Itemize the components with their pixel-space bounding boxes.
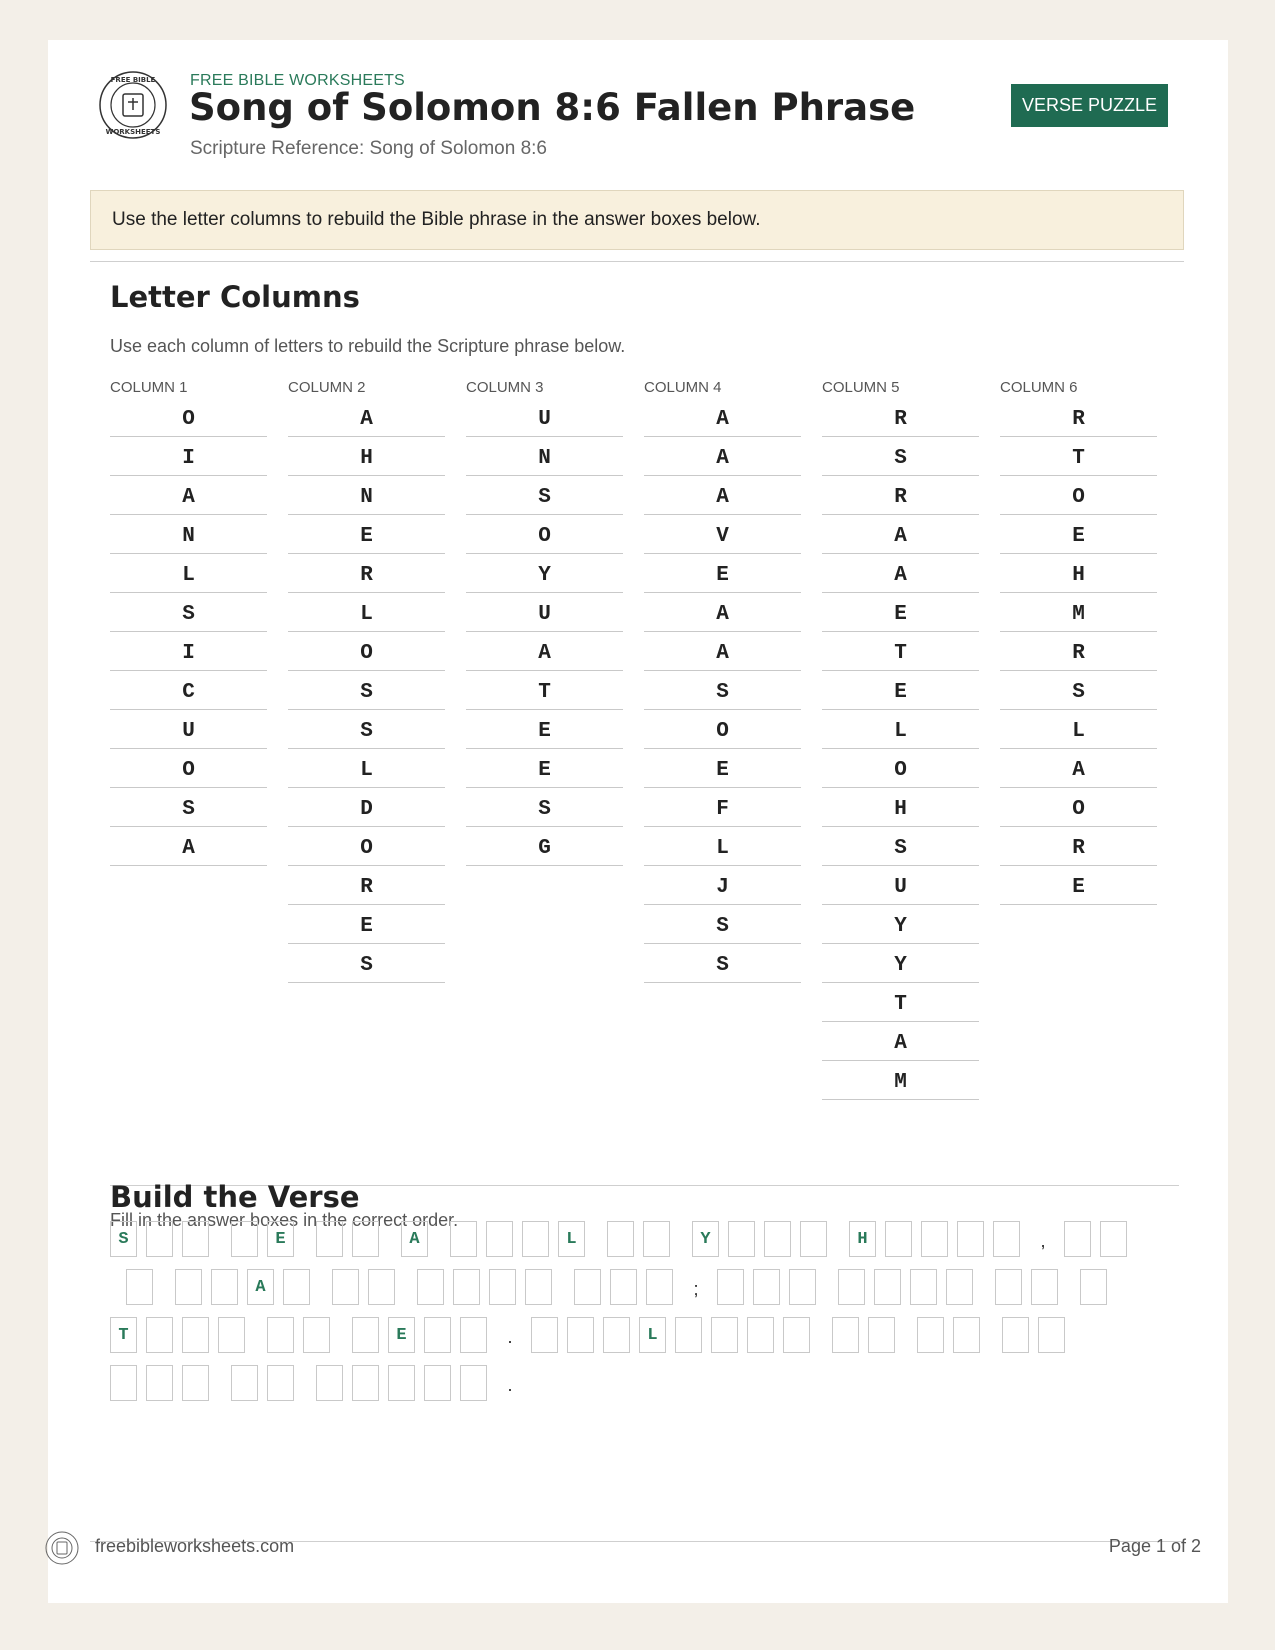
- answer-box[interactable]: [910, 1269, 937, 1305]
- column-letter: S: [110, 593, 267, 632]
- column-letter: A: [644, 632, 801, 671]
- column-letter: A: [822, 554, 979, 593]
- answer-box[interactable]: E: [267, 1221, 294, 1257]
- answer-box[interactable]: [283, 1269, 310, 1305]
- answer-box[interactable]: [832, 1317, 859, 1353]
- column-label: COLUMN 2: [288, 379, 366, 396]
- column-letter: A: [644, 476, 801, 515]
- column-label: COLUMN 6: [1000, 379, 1078, 396]
- column-letter: E: [1000, 866, 1157, 905]
- column-letter: T: [822, 983, 979, 1022]
- column-letter: Y: [822, 944, 979, 983]
- column-letter: S: [288, 710, 445, 749]
- column-letter: F: [644, 788, 801, 827]
- worksheet-page: [48, 40, 1228, 1603]
- answer-box[interactable]: A: [247, 1269, 274, 1305]
- column-letter: O: [1000, 788, 1157, 827]
- column-letter: E: [644, 554, 801, 593]
- answer-box[interactable]: [388, 1365, 415, 1401]
- column-letter: H: [288, 437, 445, 476]
- answer-box[interactable]: Y: [692, 1221, 719, 1257]
- answer-box[interactable]: [460, 1317, 487, 1353]
- answer-box[interactable]: [885, 1221, 912, 1257]
- answer-box[interactable]: [747, 1317, 774, 1353]
- column-letter: A: [644, 437, 801, 476]
- answer-box[interactable]: [800, 1221, 827, 1257]
- answer-box[interactable]: H: [849, 1221, 876, 1257]
- column-letter: E: [288, 515, 445, 554]
- column-letter: S: [288, 671, 445, 710]
- column-letter: S: [466, 476, 623, 515]
- column-label: COLUMN 4: [644, 379, 722, 396]
- answer-box[interactable]: [1064, 1221, 1091, 1257]
- brand-label: FREE BIBLE WORKSHEETS: [190, 72, 405, 89]
- column-letter: S: [822, 437, 979, 476]
- letter-column-2: [288, 378, 445, 983]
- column-letter: A: [644, 398, 801, 437]
- column-letter: S: [110, 788, 267, 827]
- letter-columns-heading: Letter Columns: [110, 280, 360, 314]
- answer-box[interactable]: [1080, 1269, 1107, 1305]
- letter-column-5: [822, 378, 979, 1100]
- answer-box[interactable]: [753, 1269, 780, 1305]
- answer-box[interactable]: [603, 1317, 630, 1353]
- answer-box[interactable]: [711, 1317, 738, 1353]
- column-letter: O: [288, 827, 445, 866]
- answer-box[interactable]: [783, 1317, 810, 1353]
- column-letter: E: [466, 749, 623, 788]
- answer-box[interactable]: [643, 1221, 670, 1257]
- column-letter: A: [1000, 749, 1157, 788]
- answer-box[interactable]: [368, 1269, 395, 1305]
- answer-box[interactable]: [917, 1317, 944, 1353]
- answer-box[interactable]: [574, 1269, 601, 1305]
- letter-columns-description: Use each column of letters to rebuild the Scripture phrase below.: [110, 336, 626, 356]
- column-letter: Y: [822, 905, 979, 944]
- answer-box[interactable]: [1002, 1317, 1029, 1353]
- column-letter: O: [110, 749, 267, 788]
- answer-box[interactable]: [218, 1317, 245, 1353]
- free-bible-worksheets-logo: [98, 70, 168, 140]
- column-letter: R: [288, 866, 445, 905]
- answer-box[interactable]: [921, 1221, 948, 1257]
- divider: [90, 261, 1184, 262]
- column-letter: E: [822, 671, 979, 710]
- column-letter: N: [110, 515, 267, 554]
- column-letter: O: [1000, 476, 1157, 515]
- answer-box[interactable]: [789, 1269, 816, 1305]
- column-letter: I: [110, 437, 267, 476]
- answer-box[interactable]: [764, 1221, 791, 1257]
- build-verse-description: Fill in the answer boxes in the correct order.: [110, 1210, 459, 1230]
- column-letter: N: [288, 476, 445, 515]
- answer-box[interactable]: [231, 1365, 258, 1401]
- column-letter: L: [822, 710, 979, 749]
- column-letter: R: [288, 554, 445, 593]
- answer-box[interactable]: [838, 1269, 865, 1305]
- column-letter: E: [644, 749, 801, 788]
- answer-box[interactable]: [303, 1317, 330, 1353]
- answer-box[interactable]: [146, 1317, 173, 1353]
- answer-box[interactable]: [450, 1221, 477, 1257]
- answer-box[interactable]: [646, 1269, 673, 1305]
- column-letter: O: [288, 632, 445, 671]
- instruction-banner: Use the letter columns to rebuild the Bible phrase in the answer boxes below.: [90, 190, 1184, 250]
- column-letter: G: [466, 827, 623, 866]
- answer-box[interactable]: [182, 1317, 209, 1353]
- column-letter: A: [110, 827, 267, 866]
- answer-box[interactable]: [995, 1269, 1022, 1305]
- footer-site: freebibleworksheets.com: [95, 1536, 295, 1556]
- answer-box[interactable]: [316, 1365, 343, 1401]
- column-letter: R: [822, 476, 979, 515]
- column-letter: S: [822, 827, 979, 866]
- column-letter: L: [288, 593, 445, 632]
- answer-box[interactable]: [486, 1221, 513, 1257]
- column-letter: S: [644, 944, 801, 983]
- column-letter: M: [822, 1061, 979, 1100]
- answer-box[interactable]: A: [401, 1221, 428, 1257]
- column-letter: S: [1000, 671, 1157, 710]
- column-letter: O: [110, 398, 267, 437]
- column-letter: S: [644, 671, 801, 710]
- column-letter: N: [466, 437, 623, 476]
- column-letter: R: [1000, 398, 1157, 437]
- answer-box[interactable]: [417, 1269, 444, 1305]
- column-letter: A: [822, 1022, 979, 1061]
- answer-box[interactable]: [522, 1221, 549, 1257]
- answer-box[interactable]: E: [388, 1317, 415, 1353]
- svg-text:FREE BIBLE: FREE BIBLE: [110, 76, 156, 84]
- answer-box[interactable]: [453, 1269, 480, 1305]
- column-letter: T: [466, 671, 623, 710]
- column-letter: E: [1000, 515, 1157, 554]
- column-letter: U: [822, 866, 979, 905]
- answer-box[interactable]: [525, 1269, 552, 1305]
- answer-box[interactable]: [993, 1221, 1020, 1257]
- column-letter: R: [1000, 632, 1157, 671]
- column-letter: A: [466, 632, 623, 671]
- punctuation-mark: ;: [693, 1279, 699, 1299]
- answer-box[interactable]: S: [110, 1221, 137, 1257]
- answer-box[interactable]: [610, 1269, 637, 1305]
- column-letter: A: [644, 593, 801, 632]
- column-letter: U: [466, 593, 623, 632]
- column-letter: U: [110, 710, 267, 749]
- answer-box[interactable]: [717, 1269, 744, 1305]
- answer-box[interactable]: [946, 1269, 973, 1305]
- answer-box[interactable]: [182, 1365, 209, 1401]
- answer-box[interactable]: [146, 1365, 173, 1401]
- answer-box[interactable]: [352, 1221, 379, 1257]
- answer-box[interactable]: [267, 1365, 294, 1401]
- answer-box[interactable]: [728, 1221, 755, 1257]
- svg-text:WORKSHEETS: WORKSHEETS: [105, 128, 161, 136]
- column-letter: Y: [466, 554, 623, 593]
- column-letter: T: [822, 632, 979, 671]
- column-letter: D: [288, 788, 445, 827]
- column-letter: A: [110, 476, 267, 515]
- column-letter: A: [822, 515, 979, 554]
- verse-puzzle-badge: VERSE PUZZLE: [1011, 84, 1168, 127]
- answer-box[interactable]: [957, 1221, 984, 1257]
- answer-box[interactable]: [1100, 1221, 1127, 1257]
- column-label: COLUMN 1: [110, 379, 188, 396]
- answer-box[interactable]: [675, 1317, 702, 1353]
- footer-page-number: Page 1 of 2: [1108, 1536, 1201, 1556]
- column-label: COLUMN 3: [466, 379, 544, 396]
- column-letter: S: [288, 944, 445, 983]
- answer-box[interactable]: T: [110, 1317, 137, 1353]
- answer-box[interactable]: [175, 1269, 202, 1305]
- column-letter: O: [466, 515, 623, 554]
- answer-box[interactable]: [424, 1317, 451, 1353]
- answer-box[interactable]: L: [558, 1221, 585, 1257]
- answer-box[interactable]: [607, 1221, 634, 1257]
- column-letter: O: [644, 710, 801, 749]
- punctuation-mark: .: [507, 1375, 513, 1395]
- column-letter: C: [110, 671, 267, 710]
- punctuation-mark: ,: [1040, 1231, 1046, 1251]
- answer-box[interactable]: [231, 1221, 258, 1257]
- column-letter: R: [1000, 827, 1157, 866]
- answer-box[interactable]: [567, 1317, 594, 1353]
- answer-box[interactable]: [489, 1269, 516, 1305]
- column-letter: T: [1000, 437, 1157, 476]
- letter-column-1: [110, 378, 267, 866]
- column-letter: L: [110, 554, 267, 593]
- column-letter: A: [288, 398, 445, 437]
- answer-box[interactable]: [332, 1269, 359, 1305]
- column-letter: H: [1000, 554, 1157, 593]
- column-letter: U: [466, 398, 623, 437]
- column-letter: J: [644, 866, 801, 905]
- answer-box[interactable]: [211, 1269, 238, 1305]
- page-title: Song of Solomon 8:6 Fallen Phrase: [189, 86, 916, 129]
- answer-box[interactable]: [352, 1317, 379, 1353]
- build-verse-heading: Build the Verse: [110, 1180, 360, 1214]
- column-letter: O: [822, 749, 979, 788]
- answer-box[interactable]: [146, 1221, 173, 1257]
- letter-column-3: [466, 378, 623, 866]
- answer-box[interactable]: [874, 1269, 901, 1305]
- column-letter: S: [466, 788, 623, 827]
- column-letter: I: [110, 632, 267, 671]
- column-letter: L: [288, 749, 445, 788]
- column-letter: L: [644, 827, 801, 866]
- letter-column-6: [1000, 378, 1157, 905]
- column-letter: M: [1000, 593, 1157, 632]
- column-letter: E: [822, 593, 979, 632]
- letter-column-4: [644, 378, 801, 983]
- answer-box[interactable]: [1031, 1269, 1058, 1305]
- answer-box[interactable]: [868, 1317, 895, 1353]
- footer-logo: [44, 1530, 80, 1566]
- column-letter: E: [288, 905, 445, 944]
- column-letter: R: [822, 398, 979, 437]
- column-letter: L: [1000, 710, 1157, 749]
- column-letter: S: [644, 905, 801, 944]
- punctuation-mark: .: [507, 1327, 513, 1347]
- column-letter: H: [822, 788, 979, 827]
- answer-box[interactable]: [424, 1365, 451, 1401]
- column-label: COLUMN 5: [822, 379, 900, 396]
- answer-box[interactable]: [531, 1317, 558, 1353]
- answer-box[interactable]: [1038, 1317, 1065, 1353]
- answer-box[interactable]: [110, 1365, 137, 1401]
- answer-box[interactable]: L: [639, 1317, 666, 1353]
- answer-box[interactable]: [267, 1317, 294, 1353]
- scripture-reference: Scripture Reference: Song of Solomon 8:6: [190, 138, 547, 159]
- answer-box[interactable]: [126, 1269, 153, 1305]
- answer-box[interactable]: [316, 1221, 343, 1257]
- answer-box[interactable]: [352, 1365, 379, 1401]
- column-letter: E: [466, 710, 623, 749]
- answer-box[interactable]: [460, 1365, 487, 1401]
- answer-box[interactable]: [182, 1221, 209, 1257]
- column-letter: V: [644, 515, 801, 554]
- answer-box[interactable]: [953, 1317, 980, 1353]
